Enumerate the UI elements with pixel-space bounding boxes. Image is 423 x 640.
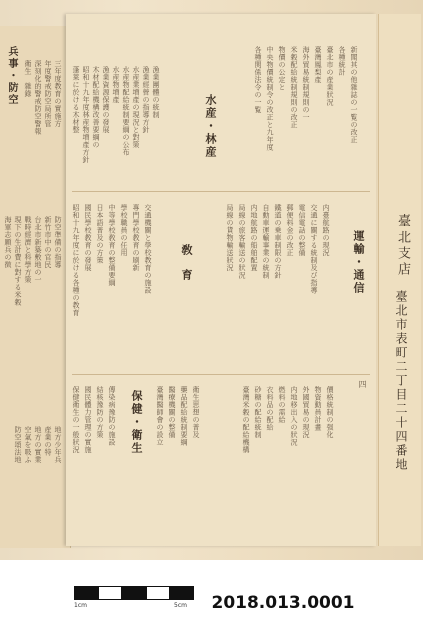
scale-segment [146,586,170,600]
toc-entry: 各種統計 [338,46,346,76]
toc-entry: 漁業經營の指導方針 [142,66,150,134]
toc-entry: 臺灣醫師會の設立 [156,386,164,446]
toc-entry: 内地移出入の狀況 [290,386,298,446]
toc-entry: 新竹市中の官民 [44,216,52,269]
scale-segment [74,586,98,600]
section-divider [72,374,370,375]
section-divider [72,191,370,192]
back-page [0,26,71,548]
toc-entry: 交通機關と學校教育の施設 [144,204,152,294]
toc-entry: 物資動員計畫 [314,386,322,431]
toc-entry: 局線の旅客輸送の狀況 [238,204,246,279]
page-number: 四 [358,380,367,389]
accession-number: 2018.013.0001 [203,588,363,618]
cover-page [378,14,421,546]
toc-entry: 臺灣米穀の配給機構 [242,386,250,454]
scale-label-5cm: 5cm [174,602,187,609]
toc-entry: 昭和十九年度に於ける各種の教育 [72,204,80,317]
toc-entry: 産業の特 [44,426,52,456]
toc-entry: 漁業資源保護の發展 [102,66,110,134]
toc-entry: 電信電話の整備 [298,204,306,257]
toc-entry: 内臺航路の現況 [322,204,330,257]
toc-entry: 現下の生計費に對する米穀 [14,216,22,306]
toc-entry: 臺灣鳳梨產 [314,46,322,84]
toc-entry: 局線の貨物輸送狀況 [226,204,234,272]
toc-entry: 結核豫防の方策 [96,386,104,439]
front-page [66,14,376,546]
toc-entry: 漁業團體の統制 [152,66,160,119]
toc-entry: 新聞其の他雜誌の一覧の改正 [350,46,358,144]
toc-entry: 防空準備の指導 [54,216,62,269]
toc-entry: 國民體力管理の實施 [84,386,92,454]
toc-entry: 價格統制の强化 [326,386,334,439]
toc-entry: 内地航路の船舶配置 [250,204,258,272]
toc-entry: 三年度教育の實施方 [54,60,62,128]
toc-entry: 國民學校教育の發展 [84,204,92,272]
toc-entry: 醫療機關の整備 [168,386,176,439]
toc-entry: 木材配給機構改善要綱の [92,66,100,149]
toc-entry: 日本語普及の方策 [96,204,104,264]
toc-entry: 水産物増產 [112,66,120,104]
section-heading-transport: 運輸・通信 [352,230,365,295]
toc-entry: 郵便料金の改正 [286,204,294,257]
branch-address: 臺北市表町二丁目二十四番地 [394,290,408,472]
measurement-scale [74,586,196,616]
toc-entry: 戰時經濟と科學方策 [24,216,32,284]
scale-label-1cm: 1cm [74,602,87,609]
toc-entry: 海軍志願兵の徴 [4,216,12,269]
toc-entry: 燃料の需給 [278,386,286,424]
section-heading-military: 兵事・防空 [6,46,17,106]
section-heading-health: 保健・衛生 [130,390,143,455]
toc-entry: 衛生 雜錄 [24,60,32,98]
toc-entry: 台北市新築敷地の一 [34,216,42,284]
toc-entry: 傳染病豫防の施設 [108,386,116,446]
toc-entry: 保健衛生の一般狀況 [72,386,80,454]
toc-entry: 專門學校教育の刷新 [132,204,140,272]
toc-entry: 年度警戒防空局所管 [44,60,52,128]
scale-segment [98,586,122,600]
toc-entry: 地方の實業 [34,426,42,464]
toc-entry: 鐵道の乗車制限の方針 [274,204,282,279]
toc-entry: 昭和十九年度林産物増產方針 [82,66,90,164]
toc-entry: 衛生思想の普及 [192,386,200,439]
toc-entry: 自動車運輸事業の統制 [262,204,270,279]
toc-entry: 蓬萊に於ける木材整 [72,66,80,134]
toc-entry: 衣料品の配給 [266,386,274,431]
toc-entry: 臺北市の産業狀況 [326,46,334,106]
toc-entry: 交通に關する統制及び指導 [310,204,318,294]
scale-segment [170,586,194,600]
toc-entry: 學校職員の任用 [120,204,128,257]
toc-entry: 海外貿易統制規則の一 [302,46,310,121]
toc-entry: 藥品配給統制要綱 [180,386,188,446]
toc-entry: 地方少年兵 [54,426,62,464]
toc-entry: 空氣を吸ふ [24,426,32,464]
toc-entry: 防空頌法地 [14,426,22,464]
toc-entry: 物價の公定と [278,46,286,91]
toc-entry: 外國貿易の現況 [302,386,310,439]
toc-entry: 水産業増產の現況と對策 [132,66,140,149]
toc-entry: 砂糖の配給統制 [254,386,262,439]
section-heading-education: 敎育 [180,244,193,294]
scale-segment [122,586,146,600]
toc-entry: 米穀配給統制規則の改正 [290,46,298,129]
toc-entry: 中央物價統制令の改正と九年度 [266,46,274,151]
toc-entry: 中等學校敎育の整備要綱 [108,204,116,287]
toc-entry: 水産物配給統制要綱の公布 [122,66,130,156]
toc-entry: 深刻化的警戒防空警報 [34,60,42,135]
branch-name: 臺北支店 [395,214,410,278]
toc-entry: 各種関係法令の一覧 [254,46,262,114]
section-heading-fisheries: 水産・林産 [204,94,217,159]
